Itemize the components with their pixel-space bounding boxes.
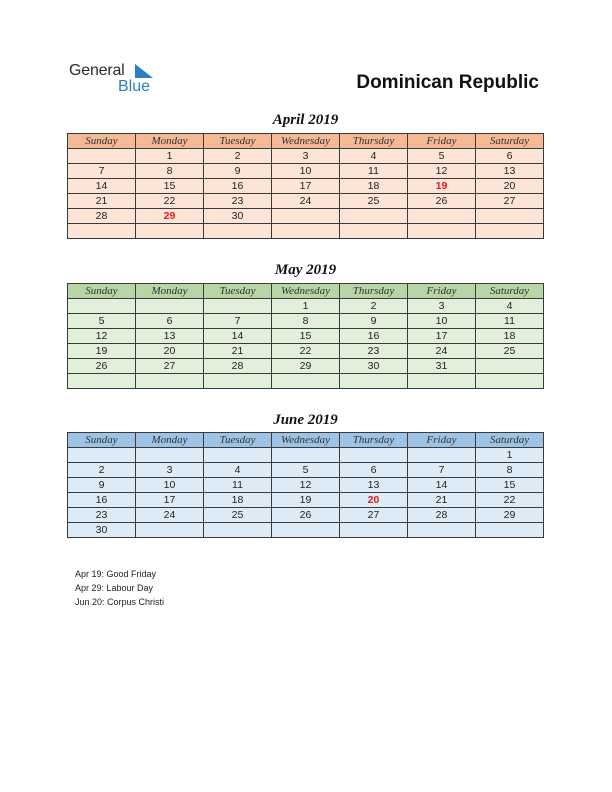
day-cell: 21 bbox=[68, 194, 136, 209]
day-cell: 2 bbox=[204, 149, 272, 164]
day-cell: 10 bbox=[272, 164, 340, 179]
day-cell: 11 bbox=[340, 164, 408, 179]
day-cell bbox=[340, 209, 408, 224]
week-row bbox=[68, 508, 544, 523]
day-cell bbox=[340, 448, 408, 463]
weekday-header: Wednesday bbox=[272, 433, 340, 448]
calendar-june bbox=[67, 432, 544, 538]
week-row bbox=[68, 523, 544, 538]
day-cell: 18 bbox=[476, 329, 544, 344]
weekday-header: Saturday bbox=[476, 284, 544, 299]
day-cell bbox=[68, 224, 136, 239]
weekday-header: Sunday bbox=[68, 433, 136, 448]
day-cell bbox=[204, 374, 272, 389]
weekday-header: Thursday bbox=[340, 284, 408, 299]
day-cell: 17 bbox=[272, 179, 340, 194]
day-cell bbox=[204, 299, 272, 314]
day-cell: 8 bbox=[476, 463, 544, 478]
week-row bbox=[68, 149, 544, 164]
weekday-header-row bbox=[68, 134, 544, 149]
day-cell bbox=[340, 523, 408, 538]
day-cell: 22 bbox=[136, 194, 204, 209]
day-cell: 28 bbox=[204, 359, 272, 374]
week-row bbox=[68, 344, 544, 359]
day-cell: 17 bbox=[136, 493, 204, 508]
day-cell: 24 bbox=[408, 344, 476, 359]
day-cell: 10 bbox=[408, 314, 476, 329]
generalblue-logo bbox=[69, 62, 159, 96]
weekday-header: Friday bbox=[408, 284, 476, 299]
day-cell bbox=[272, 374, 340, 389]
calendar-may bbox=[67, 283, 544, 389]
logo-text-general: General bbox=[69, 62, 125, 79]
day-cell bbox=[68, 374, 136, 389]
day-cell: 3 bbox=[136, 463, 204, 478]
day-cell: 11 bbox=[204, 478, 272, 493]
day-cell: 16 bbox=[340, 329, 408, 344]
logo-text-blue: Blue bbox=[118, 78, 151, 95]
weekday-header-row bbox=[68, 284, 544, 299]
day-cell: 7 bbox=[204, 314, 272, 329]
day-cell: 15 bbox=[476, 478, 544, 493]
day-cell bbox=[408, 224, 476, 239]
day-cell: 27 bbox=[476, 194, 544, 209]
day-cell: 4 bbox=[204, 463, 272, 478]
day-cell: 16 bbox=[68, 493, 136, 508]
day-cell bbox=[476, 224, 544, 239]
day-cell: 30 bbox=[68, 523, 136, 538]
day-cell: 19 bbox=[408, 179, 476, 194]
day-cell: 20 bbox=[340, 493, 408, 508]
day-cell: 26 bbox=[272, 508, 340, 523]
day-cell: 23 bbox=[204, 194, 272, 209]
day-cell: 12 bbox=[408, 164, 476, 179]
day-cell bbox=[204, 448, 272, 463]
day-cell: 15 bbox=[272, 329, 340, 344]
day-cell: 14 bbox=[204, 329, 272, 344]
day-cell: 15 bbox=[136, 179, 204, 194]
day-cell bbox=[476, 209, 544, 224]
weekday-header: Tuesday bbox=[204, 134, 272, 149]
day-cell: 28 bbox=[68, 209, 136, 224]
day-cell bbox=[136, 299, 204, 314]
day-cell bbox=[272, 209, 340, 224]
day-cell: 9 bbox=[68, 478, 136, 493]
day-cell: 5 bbox=[272, 463, 340, 478]
day-cell: 4 bbox=[340, 149, 408, 164]
day-cell bbox=[204, 523, 272, 538]
day-cell: 18 bbox=[204, 493, 272, 508]
holiday-note: Jun 20: Corpus Christi bbox=[75, 597, 165, 607]
month-title-april: April 2019 bbox=[272, 112, 339, 128]
day-cell: 19 bbox=[272, 493, 340, 508]
day-cell bbox=[68, 448, 136, 463]
day-cell: 1 bbox=[476, 448, 544, 463]
day-cell: 31 bbox=[408, 359, 476, 374]
week-row bbox=[68, 299, 544, 314]
holiday-notes bbox=[75, 567, 164, 609]
country-title: Dominican Republic bbox=[356, 72, 539, 93]
day-cell bbox=[476, 359, 544, 374]
day-cell: 19 bbox=[68, 344, 136, 359]
day-cell: 14 bbox=[68, 179, 136, 194]
day-cell: 10 bbox=[136, 478, 204, 493]
day-cell: 27 bbox=[136, 359, 204, 374]
day-cell: 23 bbox=[340, 344, 408, 359]
holiday-note: Apr 19: Good Friday bbox=[75, 569, 157, 579]
week-row bbox=[68, 359, 544, 374]
day-cell: 28 bbox=[408, 508, 476, 523]
weekday-header: Wednesday bbox=[272, 134, 340, 149]
day-cell: 9 bbox=[340, 314, 408, 329]
weekday-header: Sunday bbox=[68, 284, 136, 299]
month-title-june: June 2019 bbox=[273, 412, 338, 428]
day-cell bbox=[408, 374, 476, 389]
day-cell: 12 bbox=[272, 478, 340, 493]
day-cell: 29 bbox=[476, 508, 544, 523]
week-row bbox=[68, 314, 544, 329]
week-row bbox=[68, 448, 544, 463]
day-cell bbox=[68, 299, 136, 314]
month-title-may: May 2019 bbox=[274, 262, 337, 278]
day-cell: 18 bbox=[340, 179, 408, 194]
day-cell: 3 bbox=[408, 299, 476, 314]
week-row bbox=[68, 194, 544, 209]
day-cell bbox=[136, 523, 204, 538]
weekday-header: Monday bbox=[136, 284, 204, 299]
week-row bbox=[68, 374, 544, 389]
day-cell: 14 bbox=[408, 478, 476, 493]
day-cell: 20 bbox=[476, 179, 544, 194]
weekday-header: Monday bbox=[136, 134, 204, 149]
day-cell bbox=[136, 448, 204, 463]
day-cell: 13 bbox=[136, 329, 204, 344]
day-cell: 25 bbox=[340, 194, 408, 209]
day-cell: 5 bbox=[408, 149, 476, 164]
day-cell: 12 bbox=[68, 329, 136, 344]
day-cell: 30 bbox=[340, 359, 408, 374]
weekday-header-row bbox=[68, 433, 544, 448]
week-row bbox=[68, 179, 544, 194]
day-cell: 24 bbox=[136, 508, 204, 523]
day-cell: 13 bbox=[476, 164, 544, 179]
week-row bbox=[68, 329, 544, 344]
day-cell: 9 bbox=[204, 164, 272, 179]
day-cell: 17 bbox=[408, 329, 476, 344]
weekday-header: Friday bbox=[408, 134, 476, 149]
day-cell: 2 bbox=[68, 463, 136, 478]
day-cell: 22 bbox=[476, 493, 544, 508]
day-cell: 26 bbox=[408, 194, 476, 209]
day-cell: 5 bbox=[68, 314, 136, 329]
day-cell: 6 bbox=[340, 463, 408, 478]
day-cell: 2 bbox=[340, 299, 408, 314]
day-cell: 21 bbox=[408, 493, 476, 508]
day-cell bbox=[476, 523, 544, 538]
day-cell: 16 bbox=[204, 179, 272, 194]
calendar-april bbox=[67, 133, 544, 239]
weekday-header: Saturday bbox=[476, 134, 544, 149]
weekday-header: Sunday bbox=[68, 134, 136, 149]
week-row bbox=[68, 493, 544, 508]
weekday-header: Tuesday bbox=[204, 433, 272, 448]
day-cell: 4 bbox=[476, 299, 544, 314]
day-cell bbox=[272, 523, 340, 538]
weekday-header: Saturday bbox=[476, 433, 544, 448]
day-cell: 8 bbox=[136, 164, 204, 179]
day-cell bbox=[68, 149, 136, 164]
day-cell: 30 bbox=[204, 209, 272, 224]
day-cell: 29 bbox=[272, 359, 340, 374]
day-cell: 23 bbox=[68, 508, 136, 523]
week-row bbox=[68, 209, 544, 224]
day-cell bbox=[476, 374, 544, 389]
day-cell bbox=[408, 209, 476, 224]
day-cell: 7 bbox=[408, 463, 476, 478]
day-cell: 6 bbox=[136, 314, 204, 329]
day-cell: 7 bbox=[68, 164, 136, 179]
week-row bbox=[68, 463, 544, 478]
day-cell: 26 bbox=[68, 359, 136, 374]
weekday-header: Thursday bbox=[340, 134, 408, 149]
week-row bbox=[68, 478, 544, 493]
day-cell bbox=[136, 374, 204, 389]
week-row bbox=[68, 224, 544, 239]
day-cell: 29 bbox=[136, 209, 204, 224]
weekday-header: Thursday bbox=[340, 433, 408, 448]
day-cell bbox=[340, 374, 408, 389]
logo-triangle-icon bbox=[135, 64, 153, 78]
day-cell: 24 bbox=[272, 194, 340, 209]
day-cell bbox=[204, 224, 272, 239]
day-cell bbox=[272, 224, 340, 239]
day-cell bbox=[136, 224, 204, 239]
weekday-header: Monday bbox=[136, 433, 204, 448]
day-cell bbox=[272, 448, 340, 463]
day-cell bbox=[340, 224, 408, 239]
week-row bbox=[68, 164, 544, 179]
weekday-header: Wednesday bbox=[272, 284, 340, 299]
day-cell: 27 bbox=[340, 508, 408, 523]
day-cell: 25 bbox=[204, 508, 272, 523]
weekday-header: Tuesday bbox=[204, 284, 272, 299]
day-cell bbox=[408, 448, 476, 463]
day-cell: 20 bbox=[136, 344, 204, 359]
day-cell: 25 bbox=[476, 344, 544, 359]
day-cell: 1 bbox=[272, 299, 340, 314]
day-cell bbox=[408, 523, 476, 538]
day-cell: 22 bbox=[272, 344, 340, 359]
day-cell: 13 bbox=[340, 478, 408, 493]
day-cell: 8 bbox=[272, 314, 340, 329]
holiday-note: Apr 29: Labour Day bbox=[75, 583, 154, 593]
day-cell: 6 bbox=[476, 149, 544, 164]
day-cell: 21 bbox=[204, 344, 272, 359]
day-cell: 1 bbox=[136, 149, 204, 164]
day-cell: 11 bbox=[476, 314, 544, 329]
day-cell: 3 bbox=[272, 149, 340, 164]
weekday-header: Friday bbox=[408, 433, 476, 448]
